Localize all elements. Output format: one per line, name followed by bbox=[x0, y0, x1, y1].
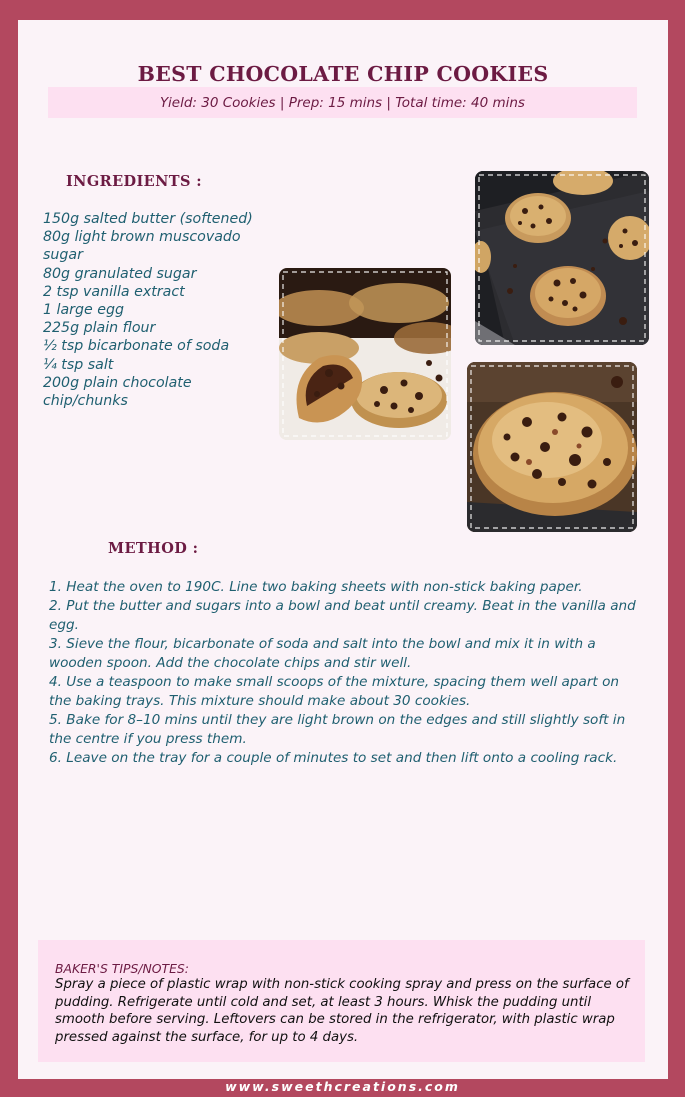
ingredient-item: ½ tsp bicarbonate of soda bbox=[43, 338, 230, 355]
ingredient-item: 225g plain flour bbox=[43, 320, 156, 337]
method-step: 2. Put the butter and sugars into a bowl and beat until creamy. Beat in the vanilla and egg. bbox=[49, 598, 636, 633]
stacked-cookies-photo bbox=[279, 268, 451, 440]
method-step: 1. Heat the oven to 190C. Line two baking sheets with non-stick baking paper. bbox=[49, 579, 583, 595]
cookies-tray-photo bbox=[475, 171, 649, 345]
method-step: 4. Use a teaspoon to make small scoops of the mixture, spacing them well apart on the baking trays. This mixture should make about 30 cookies. bbox=[49, 674, 620, 709]
method-heading: METHOD : bbox=[108, 540, 199, 557]
ingredient-item: ¼ tsp salt bbox=[43, 356, 114, 373]
recipe-card bbox=[18, 20, 668, 1079]
ingredient-item: 2 tsp vanilla extract bbox=[43, 283, 185, 300]
cookie-closeup-illustration bbox=[467, 362, 637, 532]
ingredient-item: 80g light brown muscovado sugar bbox=[43, 229, 241, 264]
cookie-closeup-photo bbox=[467, 362, 637, 532]
ingredient-item: 80g granulated sugar bbox=[43, 265, 197, 282]
footer-website-link[interactable]: www.sweethcreations.com bbox=[225, 1079, 460, 1094]
method-step: 5. Bake for 8–10 mins until they are light brown on the edges and still slightly soft in the centre if you press them. bbox=[49, 712, 626, 747]
tips-heading: BAKER'S TIPS/NOTES: bbox=[55, 961, 189, 976]
method-step: 6. Leave on the tray for a couple of minutes to set and then lift onto a cooling rack. bbox=[49, 750, 618, 766]
ingredient-item: 200g plain chocolate chip/chunks bbox=[43, 374, 192, 410]
stacked-cookies-illustration bbox=[279, 268, 451, 440]
recipe-title: BEST CHOCOLATE CHIP COOKIES bbox=[137, 62, 549, 86]
recipe-meta-band: Yield: 30 Cookies | Prep: 15 mins | Total time: 40 mins bbox=[48, 87, 637, 118]
tips-text: Spray a piece of plastic wrap with non-stick cooking spray and press on the surface of pudding. Refrigerate until cold and set, at least 3 hours. Whisk the pudding until smooth before serving. Leftovers can be stored in the refrigerator, with plastic wrap pressed against the surface, for up to 4 days. bbox=[55, 977, 629, 1045]
bakers-tips-box bbox=[38, 940, 645, 1062]
method-steps bbox=[49, 578, 639, 768]
ingredient-item: 150g salted butter (softened) bbox=[43, 211, 253, 227]
ingredient-item: 1 large egg bbox=[43, 302, 124, 319]
ingredients-heading: INGREDIENTS : bbox=[66, 173, 203, 190]
cookies-tray-illustration bbox=[475, 171, 649, 345]
ingredients-list bbox=[43, 210, 279, 410]
method-step: 3. Sieve the flour, bicarbonate of soda and salt into the bowl and mix it in with a wooden spoon. Add the chocolate chips and stir well. bbox=[49, 636, 596, 671]
